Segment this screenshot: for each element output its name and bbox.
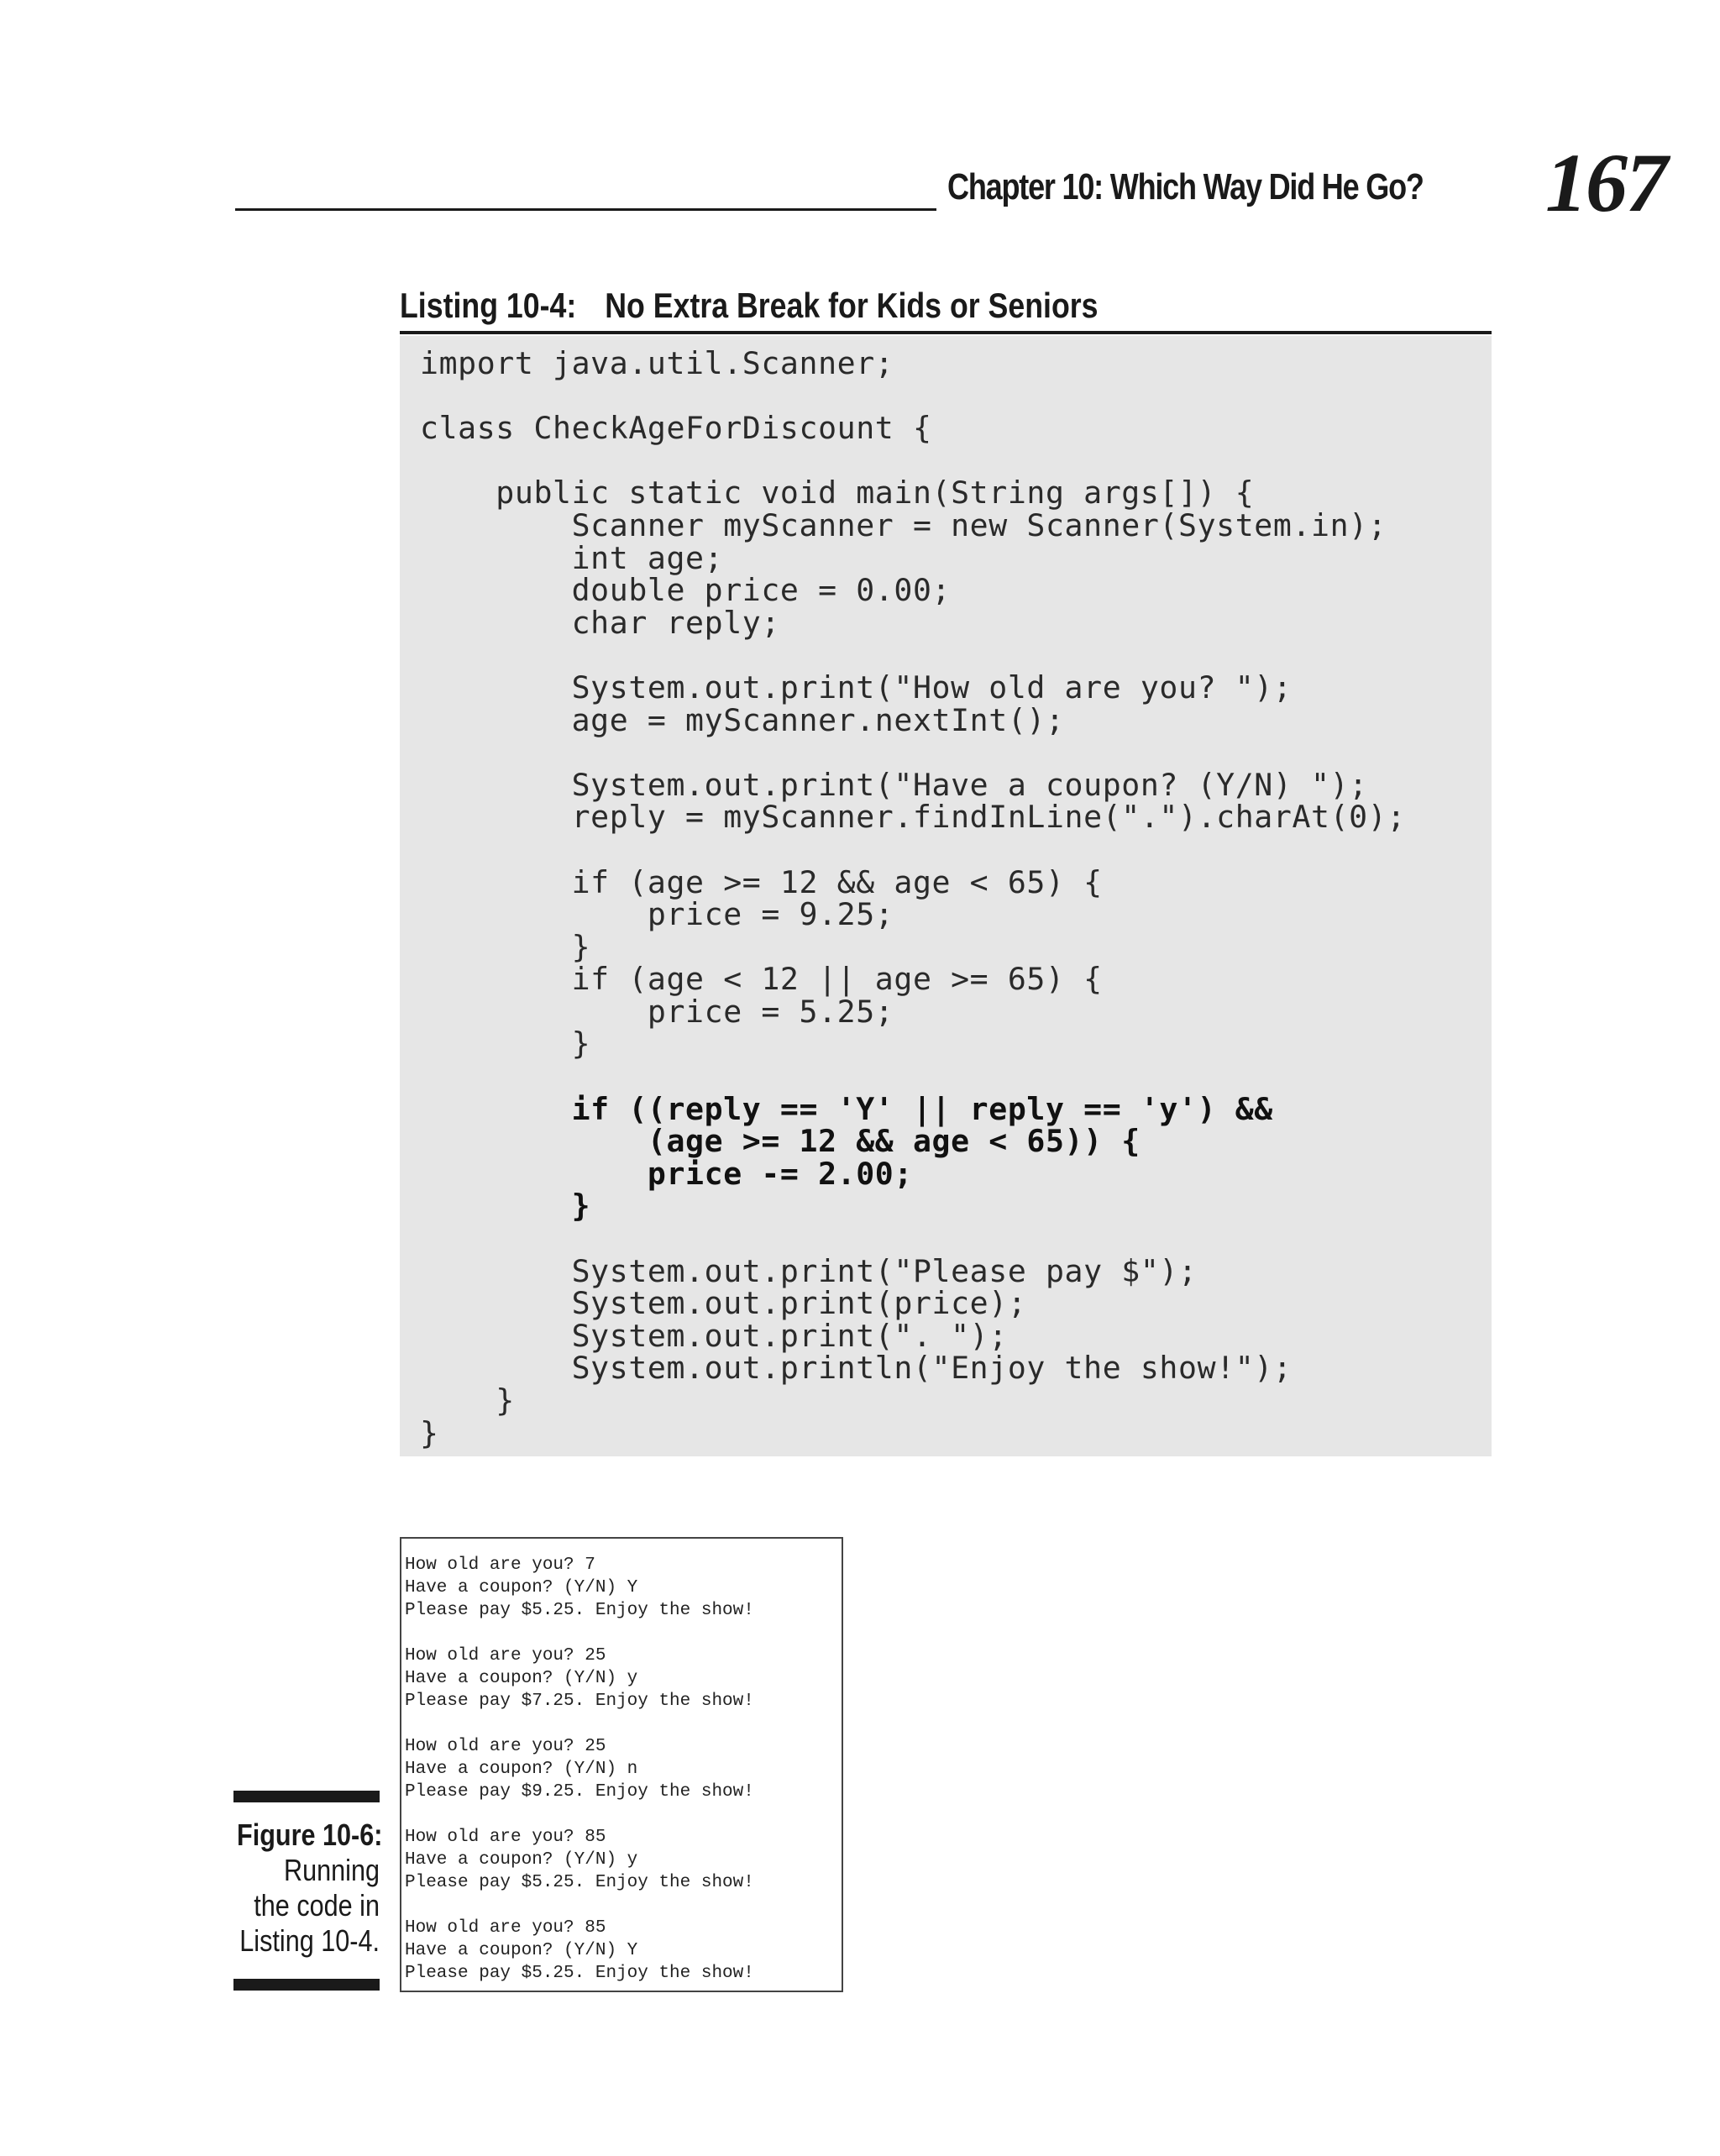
figure-caption-line: Running [284,1853,380,1887]
code-line: } [420,1188,591,1225]
console-output-line: Please pay $9.25. Enjoy the show! [405,1782,754,1802]
console-output-line: How old are you? 85 [405,1918,606,1938]
console-output-line [405,1803,842,1826]
code-line [420,737,1492,769]
code-line: (age >= 12 && age < 65)) { [420,1123,1141,1160]
listing-rule [400,331,1492,334]
code-line: System.out.print("How old are you? "); [420,669,1293,706]
figure-label: Figure 10-6: [237,1818,383,1852]
code-line: Scanner myScanner = new Scanner(System.in); [420,506,1387,543]
code-line: if ((reply == 'Y' || reply == 'y') && [420,1090,1273,1127]
code-line: class CheckAgeForDiscount { [420,410,932,447]
code-line: System.out.print(". "); [420,1317,1008,1354]
code-line: if (age < 12 || age >= 65) { [420,961,1103,998]
code-line: System.out.print(price); [420,1285,1027,1322]
console-output-line: How old are you? 7 [405,1555,595,1575]
console-output-line: Please pay $5.25. Enjoy the show! [405,1873,754,1892]
code-line: System.out.print("Have a coupon? (Y/N) "); [420,766,1368,803]
console-output-line: Have a coupon? (Y/N) Y [405,1578,638,1597]
chapter-title: Chapter 10: Which Way Did He Go? [947,166,1424,207]
console-output-line: How old are you? 25 [405,1737,606,1756]
code-line: } [420,1382,515,1419]
code-line [420,1061,1492,1094]
listing-label: Listing 10-4: [400,286,577,325]
console-output-line: Have a coupon? (Y/N) Y [405,1941,638,1960]
console-output-line: How old are you? 25 [405,1646,606,1666]
console-output-line [405,1894,842,1917]
header-rule [235,208,936,211]
console-output-line: Please pay $7.25. Enjoy the show! [405,1692,754,1711]
code-line: if (age >= 12 && age < 65) { [420,863,1103,900]
code-line: } [420,1414,439,1451]
code-line [420,834,1492,867]
code-line: } [420,1026,591,1062]
code-listing [400,336,1492,1456]
code-line: char reply; [420,604,780,641]
code-line: price = 9.25; [420,896,894,933]
figure-caption-line: Listing 10-4. [239,1923,380,1958]
code-line: System.out.print("Please pay $"); [420,1252,1198,1289]
code-line: reply = myScanner.findInLine(".").charAt(0); [420,799,1406,836]
listing-title: No Extra Break for Kids or Seniors [605,286,1099,325]
code-line: price -= 2.00; [420,1155,913,1192]
console-output-line [405,1713,842,1735]
console-output-line: Please pay $5.25. Enjoy the show! [405,1601,754,1620]
code-line [420,380,1492,413]
console-output-screenshot [400,1537,843,1992]
figure-caption-bar-bottom [233,1979,380,1991]
code-line: } [420,928,591,965]
page-number: 167 [1545,136,1666,229]
console-output-line: Have a coupon? (Y/N) y [405,1850,638,1870]
code-line: public static void main(String args[]) { [420,475,1255,511]
code-line: System.out.println("Enjoy the show!"); [420,1350,1293,1387]
code-line: int age; [420,539,724,576]
code-line [420,639,1492,672]
code-line: import java.util.Scanner; [420,345,894,381]
code-line [420,1223,1492,1256]
console-output-line: Please pay $5.25. Enjoy the show! [405,1964,754,1983]
figure-caption [212,1818,383,1959]
console-output-line [405,1622,842,1645]
code-line: double price = 0.00; [420,572,952,609]
code-line: age = myScanner.nextInt(); [420,701,1065,738]
listing-caption [400,286,1099,326]
figure-caption-line: the code in [254,1888,380,1923]
code-line: price = 5.25; [420,993,894,1030]
console-output-line: Have a coupon? (Y/N) y [405,1669,638,1688]
console-output-line: Have a coupon? (Y/N) n [405,1760,638,1779]
console-output-line: How old are you? 85 [405,1828,606,1847]
code-line [420,445,1492,478]
figure-caption-bar-top [233,1791,380,1802]
